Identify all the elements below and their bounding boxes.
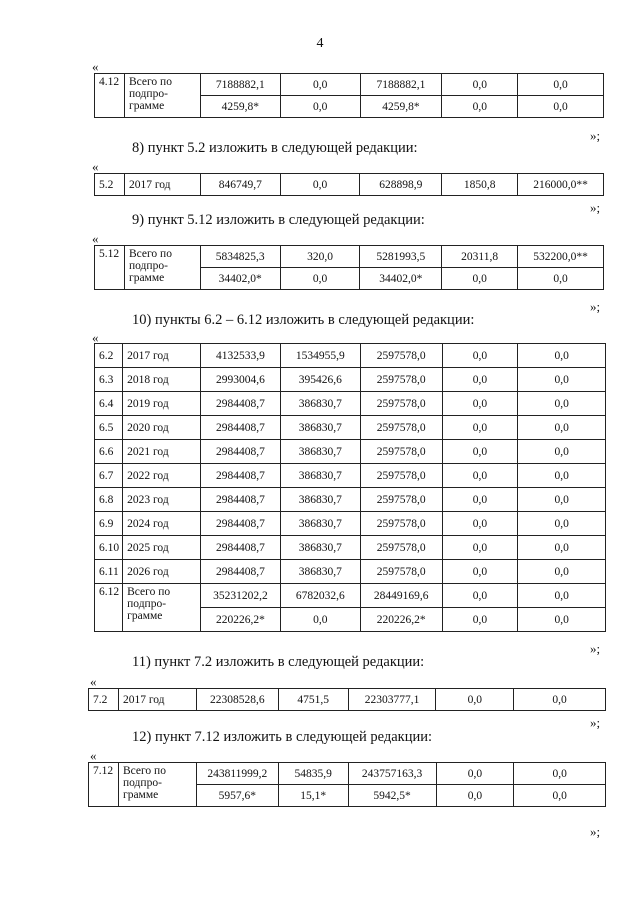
cell: 0,0 (442, 584, 518, 608)
cell: 243757163,3 (348, 763, 436, 785)
row-label: 2026 год (123, 560, 201, 584)
cell: 2984408,7 (200, 464, 280, 488)
cell: 0,0 (518, 512, 606, 536)
table-row (95, 74, 604, 96)
cell: 1850,8 (442, 174, 518, 196)
table-row (95, 344, 606, 368)
cell: 35231202,2 (200, 584, 280, 608)
cell: 2597578,0 (360, 464, 442, 488)
cell: 0,0 (518, 416, 606, 440)
cell: 22308528,6 (196, 689, 278, 711)
cell: 2597578,0 (360, 440, 442, 464)
cell: 22303777,1 (348, 689, 436, 711)
row-number: 4.12 (95, 74, 125, 118)
row-number: 6.9 (95, 512, 123, 536)
cell: 5942,5* (348, 785, 436, 807)
cell: 386830,7 (280, 392, 360, 416)
row-number: 6.7 (95, 464, 123, 488)
row-label: Всего по подпро-грамме (118, 763, 196, 807)
table-row (95, 368, 606, 392)
instruction-9: 9) пункт 5.12 изложить в следующей редакции: (132, 212, 425, 228)
row-label: 2017 год (124, 174, 200, 196)
row-label: 2019 год (123, 392, 201, 416)
cell: 386830,7 (280, 416, 360, 440)
cell: 7188882,1 (360, 74, 442, 96)
row-number: 6.8 (95, 488, 123, 512)
cell: 386830,7 (280, 464, 360, 488)
cell: 0,0 (280, 608, 360, 632)
close-quote: »; (590, 641, 601, 656)
cell: 386830,7 (280, 560, 360, 584)
row-label: Всего по подпро-грамме (124, 74, 200, 118)
table-7-12 (88, 762, 606, 807)
cell: 5834825,3 (200, 246, 280, 268)
cell: 2984408,7 (200, 440, 280, 464)
row-number: 7.2 (89, 689, 119, 711)
open-quote: « (92, 231, 99, 246)
row-number: 6.2 (95, 344, 123, 368)
cell: 2597578,0 (360, 416, 442, 440)
table-row (95, 536, 606, 560)
table-row (95, 440, 606, 464)
cell: 0,0 (518, 560, 606, 584)
instruction-11: 11) пункт 7.2 изложить в следующей редакции: (132, 654, 425, 670)
row-number: 6.4 (95, 392, 123, 416)
row-label: 2024 год (123, 512, 201, 536)
row-number: 6.3 (95, 368, 123, 392)
cell: 2984408,7 (200, 560, 280, 584)
cell: 0,0 (280, 74, 360, 96)
row-number: 5.12 (95, 246, 125, 290)
row-label: Всего по подпро-грамме (123, 584, 201, 632)
cell: 0,0 (518, 74, 604, 96)
cell: 0,0 (518, 440, 606, 464)
cell: 0,0 (436, 785, 514, 807)
cell: 0,0 (518, 344, 606, 368)
table-row (95, 584, 606, 608)
cell: 4132533,9 (200, 344, 280, 368)
cell: 386830,7 (280, 536, 360, 560)
row-label: 2017 год (123, 344, 201, 368)
cell: 0,0 (518, 608, 606, 632)
cell: 0,0 (442, 464, 518, 488)
cell: 2984408,7 (200, 488, 280, 512)
cell: 0,0 (518, 368, 606, 392)
cell: 0,0 (442, 392, 518, 416)
cell: 34402,0* (200, 268, 280, 290)
row-number: 6.10 (95, 536, 123, 560)
row-label: 2025 год (123, 536, 201, 560)
cell: 0,0 (442, 608, 518, 632)
cell: 386830,7 (280, 440, 360, 464)
open-quote: « (90, 748, 97, 763)
cell: 243811999,2 (196, 763, 278, 785)
cell: 34402,0* (360, 268, 442, 290)
cell: 0,0 (518, 584, 606, 608)
cell: 0,0 (436, 763, 514, 785)
cell: 0,0 (442, 536, 518, 560)
instruction-12: 12) пункт 7.12 изложить в следующей редакции: (132, 729, 432, 745)
cell: 54835,9 (278, 763, 348, 785)
table-row (95, 392, 606, 416)
cell: 2984408,7 (200, 512, 280, 536)
cell: 0,0 (514, 689, 606, 711)
close-quote: »; (590, 200, 601, 215)
cell: 386830,7 (280, 512, 360, 536)
row-number: 6.12 (95, 584, 123, 632)
open-quote: « (92, 330, 99, 345)
table-row (95, 512, 606, 536)
cell: 28449169,6 (360, 584, 442, 608)
instruction-10: 10) пункты 6.2 – 6.12 изложить в следующей редакции: (132, 312, 475, 328)
cell: 0,0 (518, 536, 606, 560)
row-label: 2020 год (123, 416, 201, 440)
open-quote: « (92, 59, 99, 74)
cell: 2993004,6 (200, 368, 280, 392)
cell: 846749,7 (200, 174, 280, 196)
cell: 4259,8* (200, 96, 280, 118)
cell: 0,0 (280, 96, 360, 118)
cell: 0,0 (436, 689, 514, 711)
cell: 395426,6 (280, 368, 360, 392)
cell: 7188882,1 (200, 74, 280, 96)
table-row (95, 464, 606, 488)
cell: 2597578,0 (360, 512, 442, 536)
cell: 0,0 (514, 763, 606, 785)
cell: 2984408,7 (200, 416, 280, 440)
cell: 2597578,0 (360, 344, 442, 368)
cell: 220226,2* (200, 608, 280, 632)
row-number: 7.12 (89, 763, 119, 807)
cell: 0,0 (518, 392, 606, 416)
cell: 0,0 (518, 268, 604, 290)
close-quote: »; (590, 128, 601, 143)
table-row (95, 560, 606, 584)
cell: 0,0 (442, 416, 518, 440)
cell: 0,0 (442, 368, 518, 392)
cell: 0,0 (518, 488, 606, 512)
cell: 5281993,5 (360, 246, 442, 268)
cell: 0,0 (442, 96, 518, 118)
cell: 0,0 (280, 174, 360, 196)
cell: 0,0 (518, 96, 604, 118)
row-label: 2017 год (118, 689, 196, 711)
row-number: 6.5 (95, 416, 123, 440)
cell: 2597578,0 (360, 368, 442, 392)
cell: 2984408,7 (200, 392, 280, 416)
instruction-8: 8) пункт 5.2 изложить в следующей редакции: (132, 140, 418, 156)
row-number: 6.11 (95, 560, 123, 584)
cell: 0,0 (442, 74, 518, 96)
open-quote: « (90, 674, 97, 689)
cell: 216000,0** (518, 174, 604, 196)
row-label: Всего по подпро-грамме (124, 246, 200, 290)
close-quote: »; (590, 715, 601, 730)
table-row (95, 488, 606, 512)
cell: 0,0 (514, 785, 606, 807)
cell: 2597578,0 (360, 560, 442, 584)
table-5-2 (94, 173, 604, 196)
cell: 2597578,0 (360, 536, 442, 560)
cell: 320,0 (280, 246, 360, 268)
cell: 386830,7 (280, 488, 360, 512)
cell: 1534955,9 (280, 344, 360, 368)
table-row (95, 416, 606, 440)
cell: 2597578,0 (360, 488, 442, 512)
cell: 220226,2* (360, 608, 442, 632)
cell: 0,0 (518, 464, 606, 488)
close-quote: »; (590, 299, 601, 314)
row-label: 2021 год (123, 440, 201, 464)
page-number: 4 (316, 36, 324, 51)
row-label: 2018 год (123, 368, 201, 392)
close-quote: »; (590, 824, 601, 839)
table-7-2 (88, 688, 606, 711)
cell: 0,0 (442, 440, 518, 464)
cell: 2597578,0 (360, 392, 442, 416)
row-label: 2023 год (123, 488, 201, 512)
table-4-12 (94, 73, 604, 118)
cell: 4751,5 (278, 689, 348, 711)
row-number: 5.2 (95, 174, 125, 196)
row-number: 6.6 (95, 440, 123, 464)
cell: 2984408,7 (200, 536, 280, 560)
cell: 0,0 (442, 560, 518, 584)
table-row (89, 689, 606, 711)
cell: 0,0 (442, 268, 518, 290)
cell: 532200,0** (518, 246, 604, 268)
table-row (89, 763, 606, 785)
cell: 0,0 (442, 344, 518, 368)
row-label: 2022 год (123, 464, 201, 488)
table-5-12 (94, 245, 604, 290)
cell: 0,0 (442, 512, 518, 536)
table-row (95, 246, 604, 268)
cell: 628898,9 (360, 174, 442, 196)
cell: 5957,6* (196, 785, 278, 807)
cell: 0,0 (442, 488, 518, 512)
cell: 0,0 (280, 268, 360, 290)
table-6 (94, 343, 606, 632)
cell: 6782032,6 (280, 584, 360, 608)
table-row (95, 174, 604, 196)
cell: 15,1* (278, 785, 348, 807)
open-quote: « (92, 159, 99, 174)
cell: 4259,8* (360, 96, 442, 118)
cell: 20311,8 (442, 246, 518, 268)
